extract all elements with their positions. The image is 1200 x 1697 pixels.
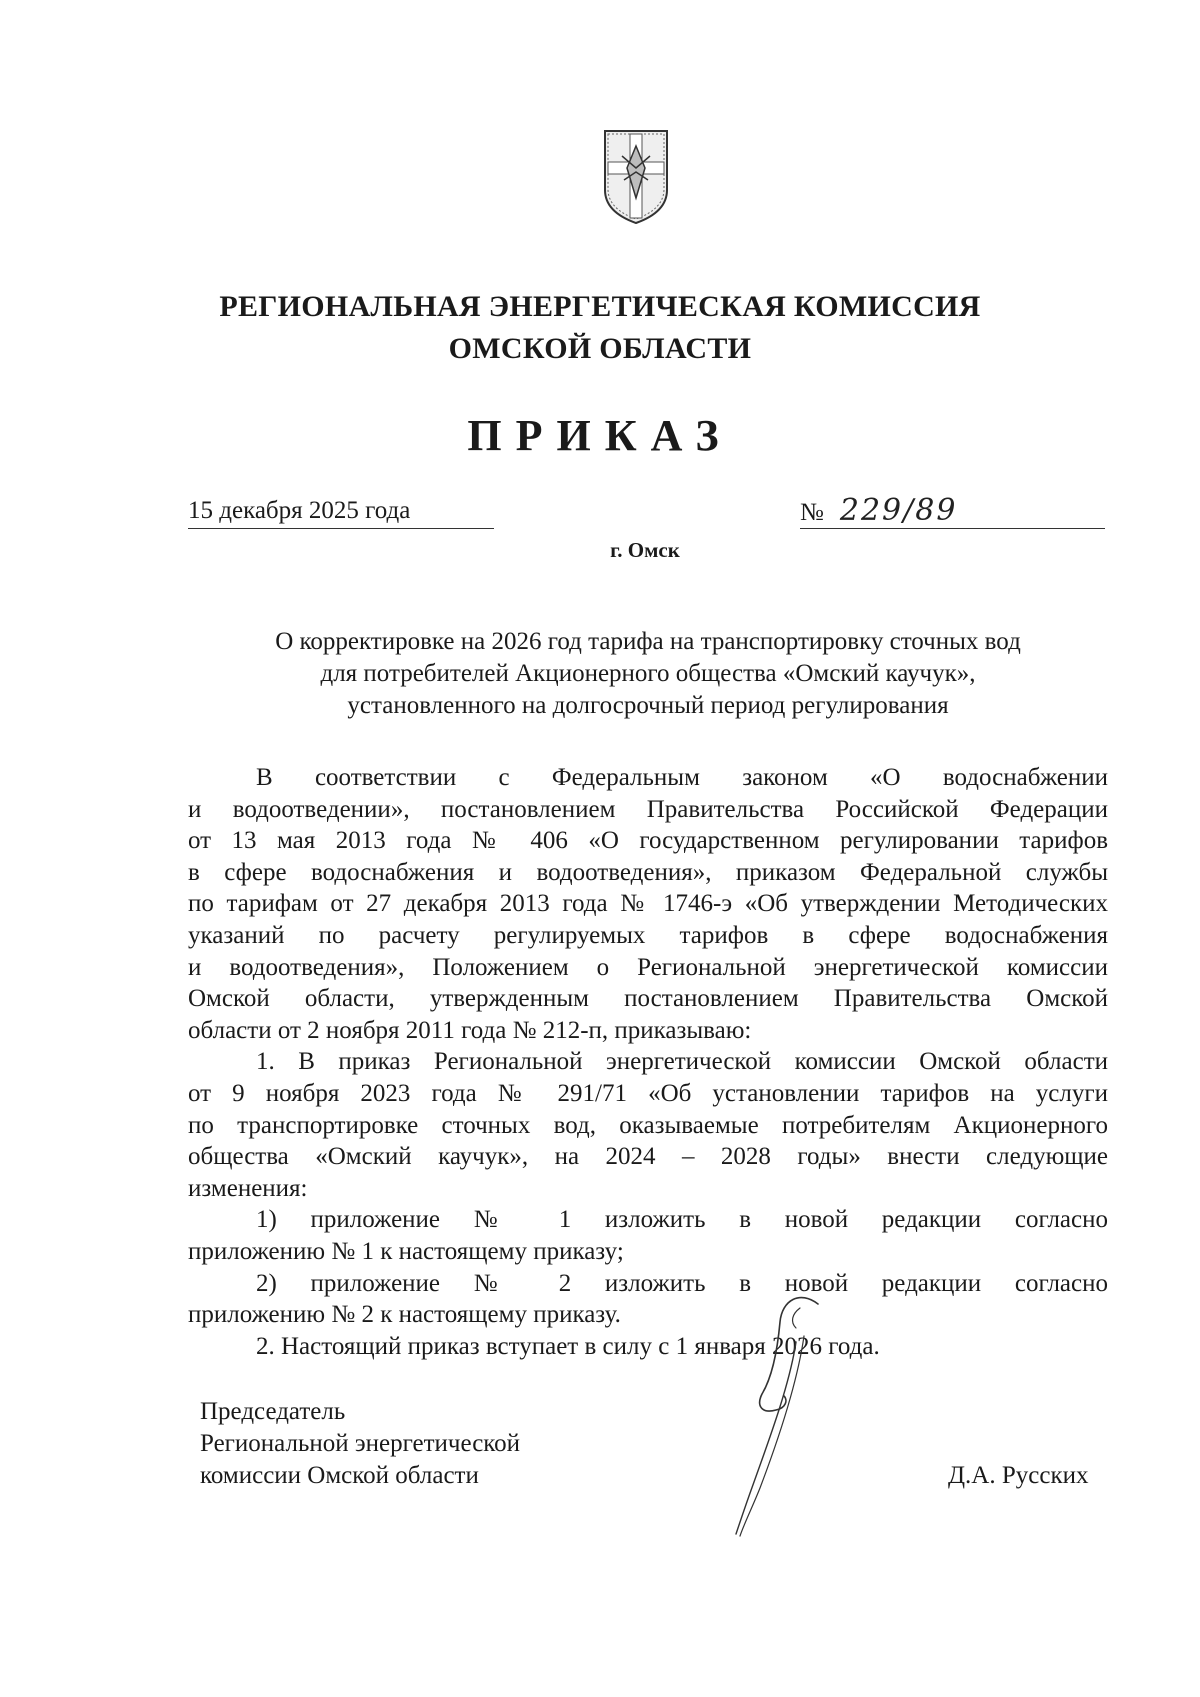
subject-line: для потребителей Акционерного общества «Омский каучук», <box>320 660 976 687</box>
document-type-title: ПРИКАЗ <box>467 411 733 460</box>
preamble-line: от 13 мая 2013 года № 406 «О государственном регулировании тарифов <box>188 827 1108 855</box>
order-number-label: № <box>800 499 824 526</box>
order-date-text: 15 декабря 2025 года <box>188 497 411 524</box>
organization-name-line1: РЕГИОНАЛЬНАЯ ЭНЕРГЕТИЧЕСКАЯ КОМИССИЯ <box>219 290 981 323</box>
preamble-line: Омской области, утвержденным постановлением Правительства Омской <box>188 985 1108 1013</box>
order-number-value: 229/89 <box>839 493 958 528</box>
order-body <box>188 762 1108 1362</box>
order-date <box>188 496 494 529</box>
handwritten-signature-icon <box>700 1282 850 1542</box>
omsk-coat-of-arms-icon <box>602 128 670 226</box>
preamble-line: и водоотведения», Положением о Региональной энергетической комиссии <box>188 953 1108 981</box>
organization-name-line2: ОМСКОЙ ОБЛАСТИ <box>448 332 752 365</box>
signatory-position-line: Председатель <box>200 1398 346 1425</box>
item1-line: от 9 ноября 2023 года № 291/71 «Об установлении тарифов на услуги <box>188 1079 1108 1107</box>
signatory-position-line: комиссии Омской области <box>200 1462 479 1489</box>
preamble-line: в сфере водоснабжения и водоотведения», приказом Федеральной службы <box>188 858 1108 886</box>
subitem1-line: 1) приложение № 1 изложить в новой редакции согласно <box>256 1206 1108 1234</box>
preamble-line: области от 2 ноября 2011 года № 212-п, приказываю: <box>188 1016 752 1044</box>
signatory-name: Д.А. Русских <box>948 1462 1089 1489</box>
subject-line: О корректировке на 2026 год тарифа на транспортировку сточных вод <box>275 628 1021 655</box>
item1-line: общества «Омский каучук», на 2024 – 2028 годы» внести следующие <box>188 1143 1108 1171</box>
order-city: г. Омск <box>610 538 680 562</box>
preamble-line: указаний по расчету регулируемых тарифов в сфере водоснабжения <box>188 921 1108 949</box>
item1-line: 1. В приказ Региональной энергетической комиссии Омской области <box>256 1048 1108 1076</box>
preamble-line: В соответствии с Федеральным законом «О водоснабжении <box>256 764 1108 791</box>
item2-line: 2. Настоящий приказ вступает в силу с 1 января 2026 года. <box>256 1332 880 1360</box>
subitem1-line: приложению № 1 к настоящему приказу; <box>188 1237 624 1265</box>
preamble-line: и водоотведении», постановлением Правительства Российской Федерации <box>188 795 1108 823</box>
subject-line: установленного на долгосрочный период регулирования <box>347 692 949 719</box>
preamble-line: по тарифам от 27 декабря 2013 года № 1746-э «Об утверждении Методических <box>188 890 1108 918</box>
order-subject <box>188 626 1108 722</box>
subitem2-line: 2) приложение № 2 изложить в новой редакции согласно <box>256 1269 1108 1297</box>
item1-line: изменения: <box>188 1174 308 1202</box>
item1-line: по транспортировке сточных вод, оказываемые потребителям Акционерного <box>188 1111 1108 1139</box>
subitem2-line: приложению № 2 к настоящему приказу. <box>188 1301 621 1329</box>
signatory-position-line: Региональной энергетической <box>200 1430 521 1457</box>
order-number <box>800 493 1105 529</box>
signatory-position <box>200 1396 520 1492</box>
